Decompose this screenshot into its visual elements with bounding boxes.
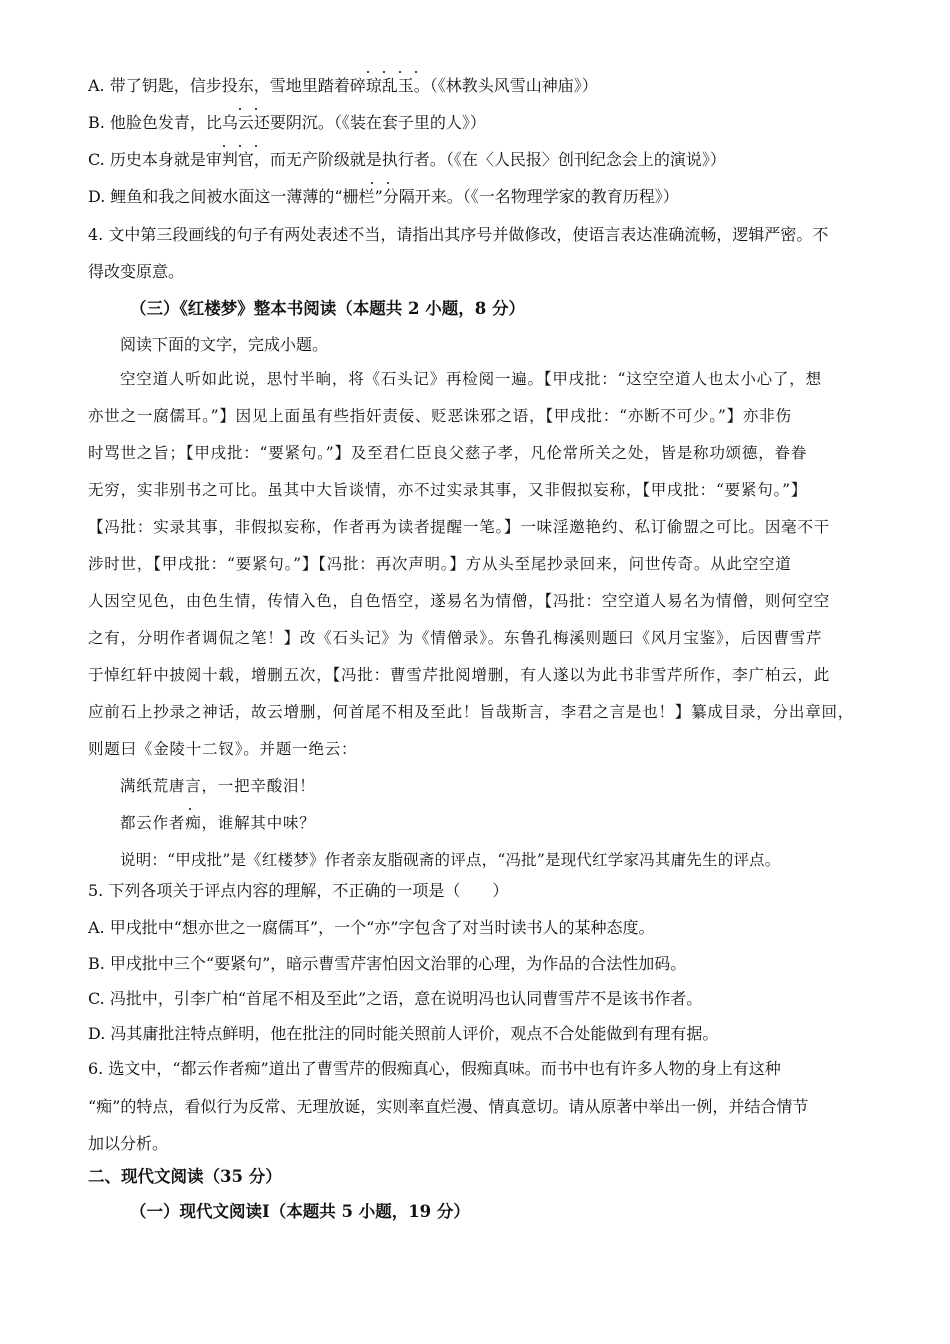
passage-line: 【冯批：实录其事，非假拟妄称，作者再为读者提醒一笔。】一味淫邀艳约、私订偷盟之可比。因毫不干	[88, 518, 831, 536]
option-a: A. 带了钥匙，信步投东，雪地里踏着碎琼乱玉。（《林教头风雪山神庙》）	[88, 76, 598, 95]
emphasis-dot	[399, 71, 401, 73]
poem-line2: 都云作者痴，谁解其中味？	[120, 814, 316, 832]
q4-line2: 得改变原意。	[88, 262, 185, 281]
option-d: D. 鲤鱼和我之间被水面这一薄薄的“栅栏”分隔开来。（《一名物理学家的教育历程》）	[88, 187, 679, 206]
passage-line: 无穷，实非别书之可比。虽其中大旨谈情，亦不过实录其事，又非假拟妄称，【甲戌批：“要紧句。”】	[88, 481, 808, 499]
q6-line3: 加以分析。	[88, 1134, 169, 1153]
passage-line: 则题曰《金陵十二钗》。并题一绝云：	[88, 740, 358, 758]
emphasis-dot	[239, 108, 241, 110]
q5-stem: 5. 下列各项关于评点内容的理解，不正确的一项是（ ）	[88, 881, 509, 900]
emphasis-dot	[383, 71, 385, 73]
option-c: C. 历史本身就是审判官，而无产阶级就是执行者。（《在〈人民报〉创刊纪念会上的演说》）	[88, 150, 726, 169]
q5-option-a: A. 甲戌批中“想亦世之一腐儒耳”，一个“亦”字包含了对当时读书人的某种态度。	[88, 918, 655, 937]
emphasis-dot	[255, 108, 257, 110]
emphasis-dot	[387, 182, 389, 184]
note: 说明：“甲戌批”是《红楼梦》作者亲友脂砚斋的评点，“冯批”是现代红学家冯其庸先生的评点。	[120, 851, 781, 869]
part2-subtitle: （一）现代文阅读Ⅰ（本题共 5 小题，19 分）	[130, 1202, 470, 1221]
passage-line: 时骂世之旨；【甲戌批：“要紧句。”】及至君仁臣良父慈子孝，凡伦常所关之处，皆是称功颂德，眷眷	[88, 444, 808, 462]
q4-line1: 4. 文中第三段画线的句子有两处表述不当，请指出其序号并做修改，使语言表达准确流畅，逻辑严密。不	[88, 225, 829, 244]
passage-line: 之有，分明作者调侃之笔！】改《石头记》为《情僧录》。东鲁孔梅溪则题曰《风月宝鉴》，后因曹雪芹	[88, 629, 823, 647]
passage-line: 亦世之一腐儒耳。”】因见上面虽有些指奸责佞、贬恶诛邪之语，【甲戌批：“亦断不可少。”】亦非伤	[88, 407, 792, 425]
poem-line1: 满纸荒唐言，一把辛酸泪！	[120, 777, 316, 795]
option-b: B. 他脸色发青，比乌云还要阴沉。（《装在套子里的人》）	[88, 113, 486, 132]
passage-line: 人因空见色，由色生情，传情入色，自色悟空，遂易名为情僧，【冯批：空空道人易名为情僧，则何空空	[88, 592, 831, 610]
emphasis-dot	[239, 145, 241, 147]
passage-line: 空空道人听如此说，思忖半晌，将《石头记》再检阅一遍。【甲戌批：“这空空道人也太小心了，想	[120, 370, 822, 388]
q5-option-b: B. 甲戌批中三个“要紧句”，暗示曹雪芹害怕因文治罪的心理，为作品的合法性加码。	[88, 954, 687, 973]
emphasis-dot	[189, 808, 191, 810]
q5-option-d: D. 冯其庸批注特点鲜明，他在批注的同时能关照前人评价，观点不合处能做到有理有据。	[88, 1024, 719, 1043]
emphasis-dot	[371, 182, 373, 184]
emphasis-dot	[223, 145, 225, 147]
q6-line1: 6. 选文中，“都云作者痴”道出了曹雪芹的假痴真心，假痴真味。而书中也有许多人物的身上有这种	[88, 1059, 781, 1078]
passage-line: 应前石上抄录之神话，故云增删，何首尾不相及至此！旨哉斯言，李君之言是也！】纂成目录，分出章回，	[88, 703, 855, 721]
passage-line: 涉时世，【甲戌批：“要紧句。”】【冯批：再次声明。】方从头至尾抄录回来，问世传奇。从此空空道	[88, 555, 792, 573]
q5-option-c: C. 冯批中，引李广柏“首尾不相及至此”之语，意在说明冯也认同曹雪芹不是该书作者。	[88, 989, 703, 1008]
part2-title: 二、现代文阅读（35 分）	[88, 1167, 282, 1186]
section3-title: （三）《红楼梦》整本书阅读（本题共 2 小题，8 分）	[130, 299, 525, 318]
emphasis-dot	[415, 71, 417, 73]
emphasis-dot	[367, 71, 369, 73]
q6-line2: “痴”的特点，看似行为反常、无理放诞，实则率直烂漫、情真意切。请从原著中举出一例，并结合情节	[88, 1097, 809, 1116]
reading-instruction: 阅读下面的文字，完成小题。	[120, 335, 329, 354]
passage-line: 于悼红轩中披阅十载，增删五次，【冯批：曹雪芹批阅增删，有人遂以为此书非雪芹所作，李广柏云，此	[88, 666, 831, 684]
emphasis-dot	[255, 145, 257, 147]
